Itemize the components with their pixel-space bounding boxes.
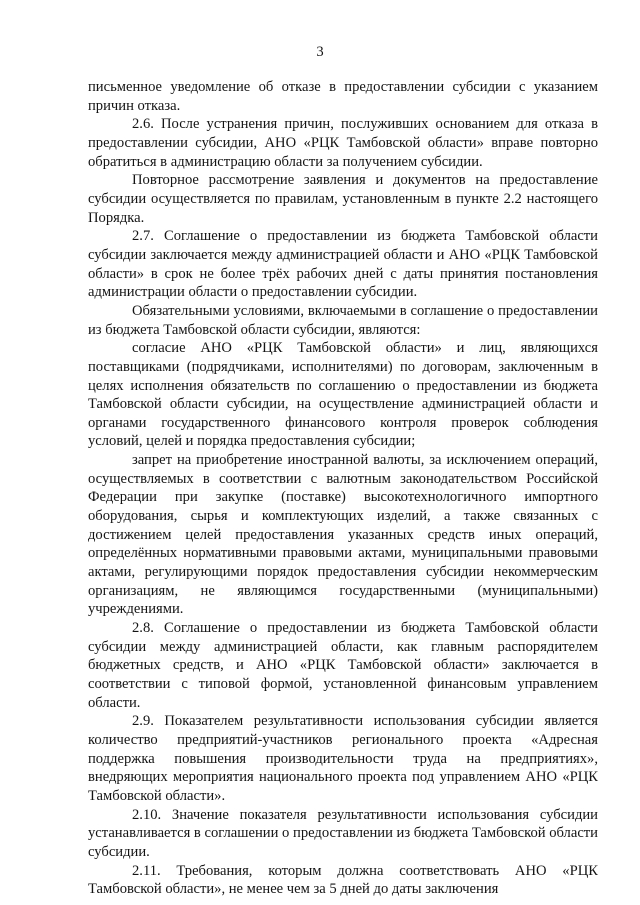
paragraph-2-6: 2.6. После устранения причин, послуживших основанием для отказа в предоставлении субсидии, АНО «РЦК Тамбовской области» вправе повторно обратиться в администрацию области за получением субсидии. — [88, 116, 598, 170]
paragraph-2-7: 2.7. Соглашение о предоставлении из бюджета Тамбовской области субсидии заключается между администрацией области и АНО «РЦК Тамбовской области» в срок не более трёх рабочих дней с даты принятия постановления администрации области о предоставлении субсидии. — [88, 228, 598, 301]
document-body — [88, 78, 598, 899]
paragraph-2-10: 2.10. Значение показателя результативности использования субсидии устанавливается в соглашении о предоставлении из бюджета Тамбовской области субсидии. — [88, 806, 598, 860]
paragraph-repeat-review: Повторное рассмотрение заявления и документов на предоставление субсидии осуществляется по правилам, установленным в пункте 2.2 настоящего Порядка. — [88, 172, 598, 226]
paragraph-consent-condition: согласие АНО «РЦК Тамбовской области» и лиц, являющихся поставщиками (подрядчиками, исполнителями) по договорам, заключенным в целях исполнения обязательств по соглашению о предоставлении из бюджета Тамбовской области субсидии, на осуществление администрацией области и органами государственного финансового контроля проверок соблюдения условий, целей и порядка предоставления субсидии; — [88, 340, 598, 450]
paragraph-2-8: 2.8. Соглашение о предоставлении из бюджета Тамбовской области субсидии между администрацией области, как главным распорядителем бюджетных средств, и АНО «РЦК Тамбовской области» заключается в соответствии с типовой формой, установленной финансовым управлением области. — [88, 620, 598, 711]
paragraph-refusal-notice: письменное уведомление об отказе в предоставлении субсидии с указанием причин отказа. — [88, 79, 598, 114]
paragraph-2-9: 2.9. Показателем результативности использования субсидии является количество предприятий-участников регионального проекта «Адресная поддержка повышения производительности труда на предприятиях», внедряющих мероприятия национального проекта под управлением АНО «РЦК Тамбовской области». — [88, 713, 598, 804]
paragraph-2-11: 2.11. Требования, которым должна соответствовать АНО «РЦК Тамбовской области», не менее чем за 5 дней до даты заключения — [88, 862, 598, 898]
paragraph-currency-prohibition: запрет на приобретение иностранной валюты, за исключением операций, осуществляемых в соответствии с валютным законодательством Российской Федерации при закупке (поставке) высокотехнологичного импортного оборудования, сырья и комплектующих изделий, а также связанных с достижением целей предоставления указанных средств иных операций, определённых нормативными правовыми актами, муниципальными правовыми актами, регулирующими порядок предоставления субсидии некоммерческим организациям, не являющимся государственными (муниципальными) учреждениями. — [88, 452, 598, 618]
page-number: 3 — [316, 44, 324, 60]
paragraph-mandatory-conditions: Обязательными условиями, включаемыми в соглашение о предоставлении из бюджета Тамбовской области субсидии, являются: — [88, 302, 598, 338]
